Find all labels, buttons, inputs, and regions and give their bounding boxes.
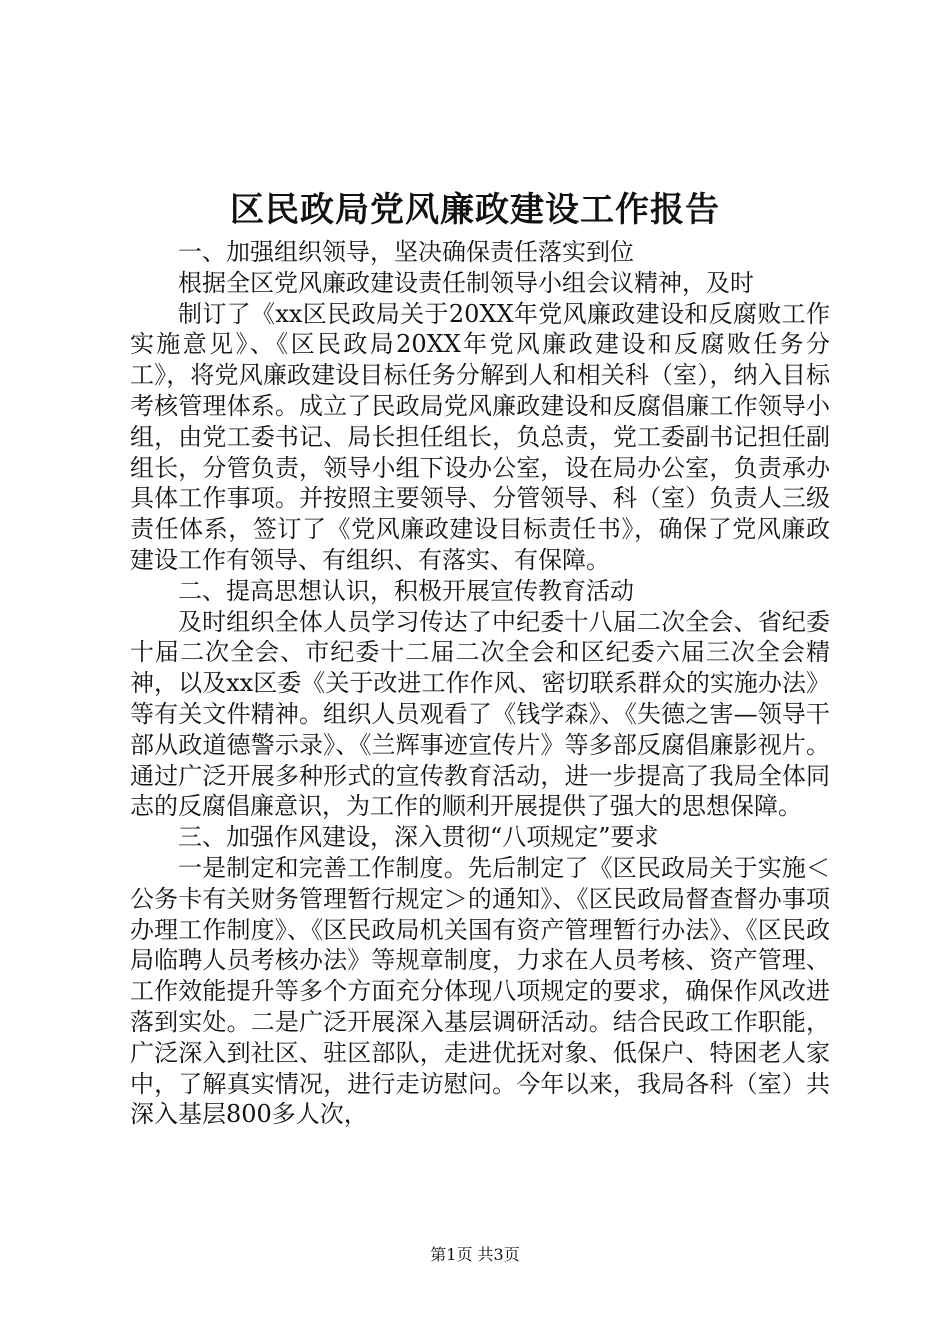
section-heading-2: 二、提高思想认识，积极开展宣传教育活动 [178, 576, 634, 605]
section-heading-1: 一、加强组织领导，坚决确保责任落实到位 [178, 238, 634, 266]
paragraph-2: 及时组织全体人员学习传达了中纪委十八届二次全会、省纪委十届二次全会、市纪委十二届二次全会和区纪委六届三次全会精神，以及xx区委《关于改进工作作风、密切联系群众的实施办法》等有关文件精神。组织人员观看了《钱学森》、《失德之害—领导干部从政道德警示录》、《兰辉事迹宣传片》等多部反腐倡廉影视片。通过广泛开展多种形式的宣传教育活动，进一步提高了我局全体同志的反腐倡廉意识，为工作的顺利开展提供了强大的思想保障。 [130, 607, 830, 821]
document-body [130, 237, 830, 1130]
paragraph-3: 一是制定和完善工作制度。先后制定了《区民政局关于实施＜公务卡有关财务管理暂行规定＞的通知》、《区民政局督查督办事项办理工作制度》、《区民政局机关国有资产管理暂行办法》、《区民政局临聘人员考核办法》等规章制度，力求在人员考核、资产管理、工作效能提升等多个方面充分体现八项规定的要求，确保作风改进落到实处。二是广泛开展深入基层调研活动。结合民政工作职能，广泛深入到社区、驻区部队，走进优抚对象、低保户、特困老人家中，了解真实情况，进行走访慰问。今年以来，我局各科（室）共深入基层800多人次， [130, 853, 830, 1129]
document-title: 区民政局党风廉政建设工作报告 [230, 190, 720, 230]
paragraph-1-first-line: 根据全区党风廉政建设责任制领导小组会议精神，及时 [178, 268, 754, 297]
section-heading-3: 三、加强作风建设，深入贯彻“八项规定”要求 [178, 823, 659, 852]
page-footer: 第1页 共3页 [430, 1245, 520, 1264]
paragraph-1-body: 制订了《xx区民政局关于20XX年党风廉政建设和反腐败工作实施意见》、《区民政局20XX年党风廉政建设和反腐败任务分工》，将党风廉政建设目标任务分解到人和相关科（室），纳入目标考核管理体系。成立了民政局党风廉政建设和反腐倡廉工作领导小组，由党工委书记、局长担任组长，负总责，党工委副书记担任副组长，分管负责，领导小组下设办公室，设在局办公室，负责承办具体工作事项。并按照主要领导、分管领导、科（室）负责人三级责任体系，签订了《党风廉政建设目标责任书》，确保了党风廉政建设工作有领导、有组织、有落实、有保障。 [130, 299, 830, 574]
